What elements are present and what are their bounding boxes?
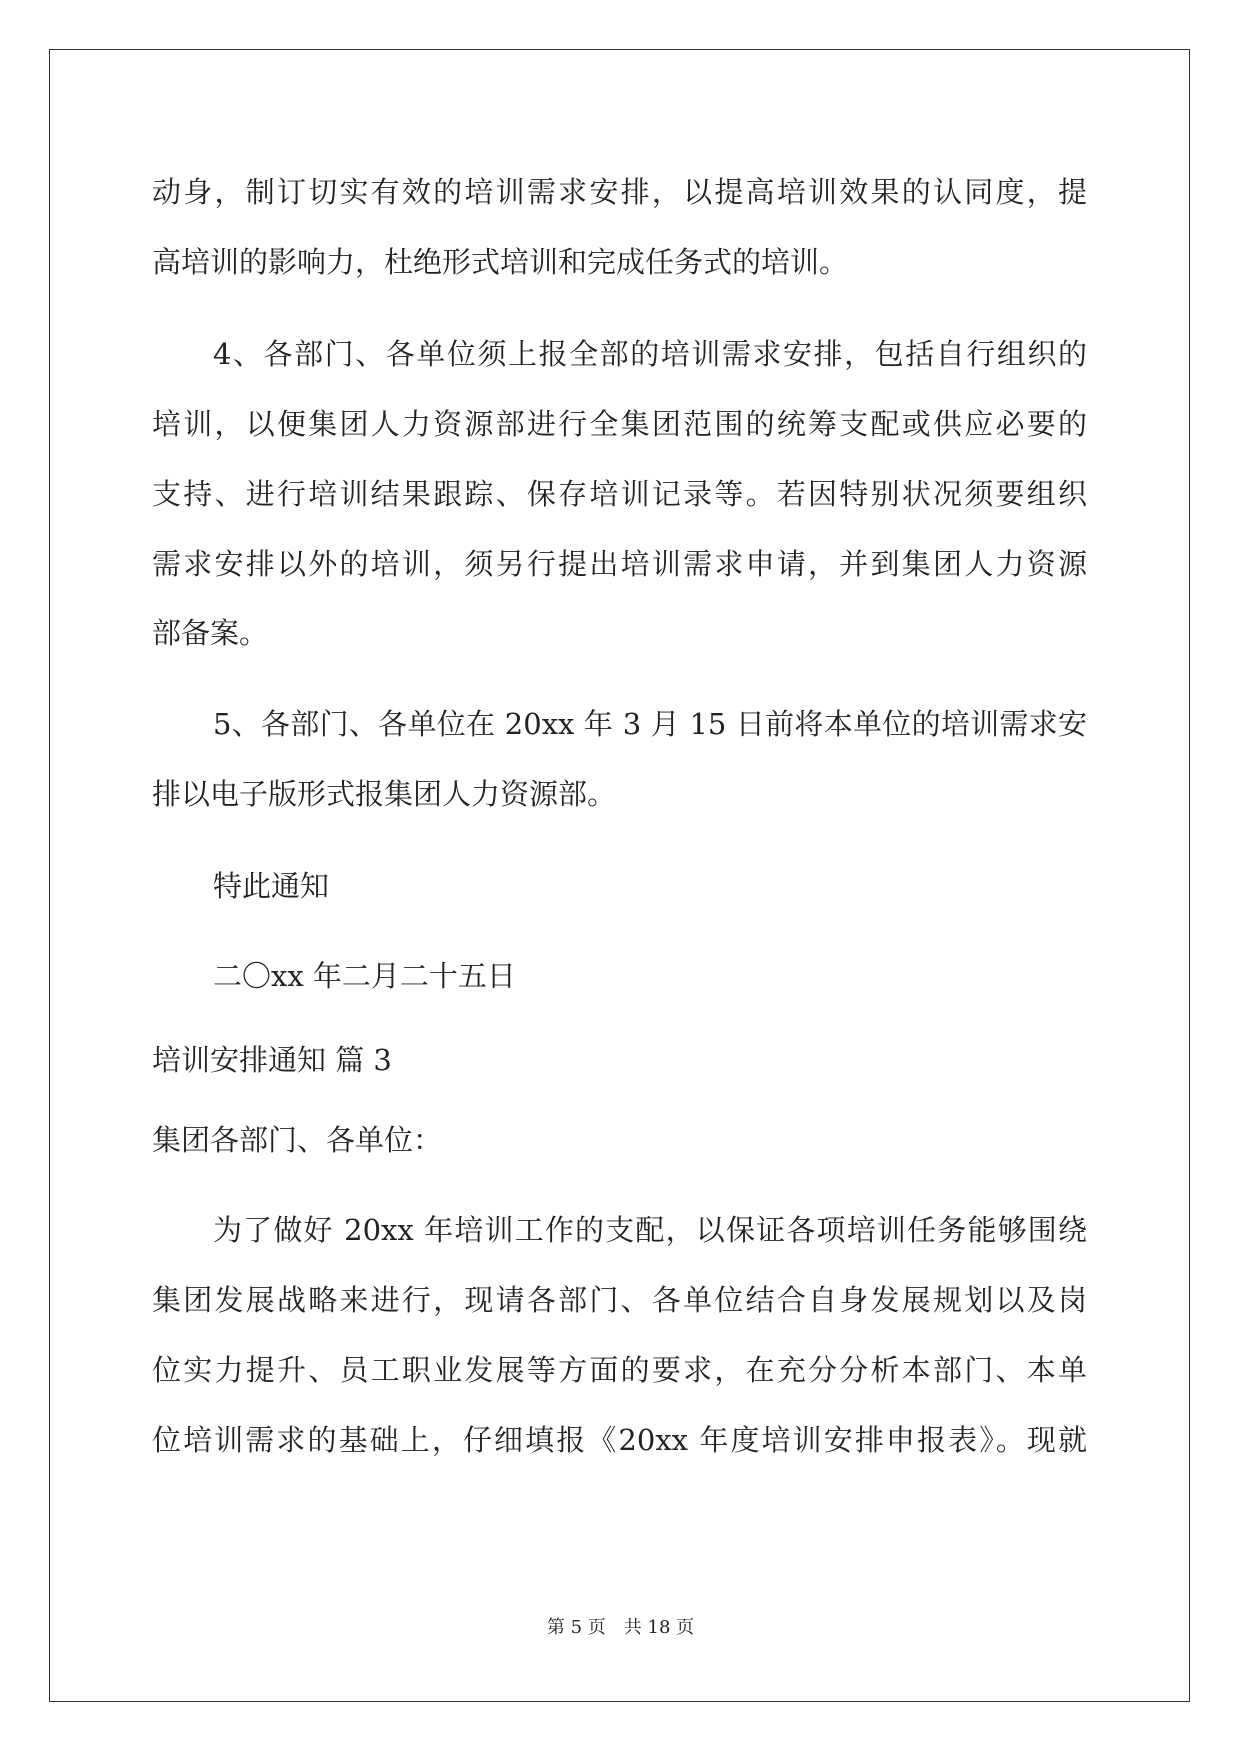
body-line: 4、各部门、各单位须上报全部的培训需求安排，包括自行组织的 [213, 337, 1087, 371]
body-line: 5、各部门、各单位在 20xx 年 3 月 15 日前将本单位的培训需求安 [213, 707, 1087, 741]
section-heading: 培训安排通知 篇 3 [152, 1043, 392, 1077]
body-line: 位实力提升、员工职业发展等方面的要求，在充分分析本部门、本单 [152, 1353, 1087, 1387]
date-line: 二〇xx 年二月二十五日 [213, 959, 516, 993]
body-line: 部备案。 [152, 616, 269, 650]
body-line: 培训，以便集团人力资源部进行全集团范围的统筹支配或供应必要的 [152, 407, 1087, 441]
body-line: 位培训需求的基础上，仔细填报《20xx 年度培训安排申报表》。现就 [152, 1423, 1087, 1457]
body-line: 为了做好 20xx 年培训工作的支配，以保证各项培训任务能够围绕 [213, 1213, 1087, 1247]
body-line: 集团发展战略来进行，现请各部门、各单位结合自身发展规划以及岗 [152, 1283, 1087, 1317]
closing-note: 特此通知 [213, 869, 330, 903]
body-line: 需求安排以外的培训，须另行提出培训需求申请，并到集团人力资源 [152, 547, 1087, 581]
page-total: 共 18 页 [623, 1617, 695, 1638]
body-line: 排以电子版形式报集团人力资源部。 [152, 777, 617, 811]
body-line: 支持、进行培训结果跟踪、保存培训记录等。若因特别状况须要组织 [152, 477, 1087, 511]
body-line: 高培训的影响力，杜绝形式培训和完成任务式的培训。 [152, 245, 849, 279]
salutation: 集团各部门、各单位： [152, 1123, 443, 1157]
page-number: 第 5 页 [546, 1617, 606, 1638]
body-line: 动身，制订切实有效的培训需求安排，以提高培训效果的认同度，提 [152, 175, 1087, 209]
page-footer [0, 1616, 1241, 1640]
